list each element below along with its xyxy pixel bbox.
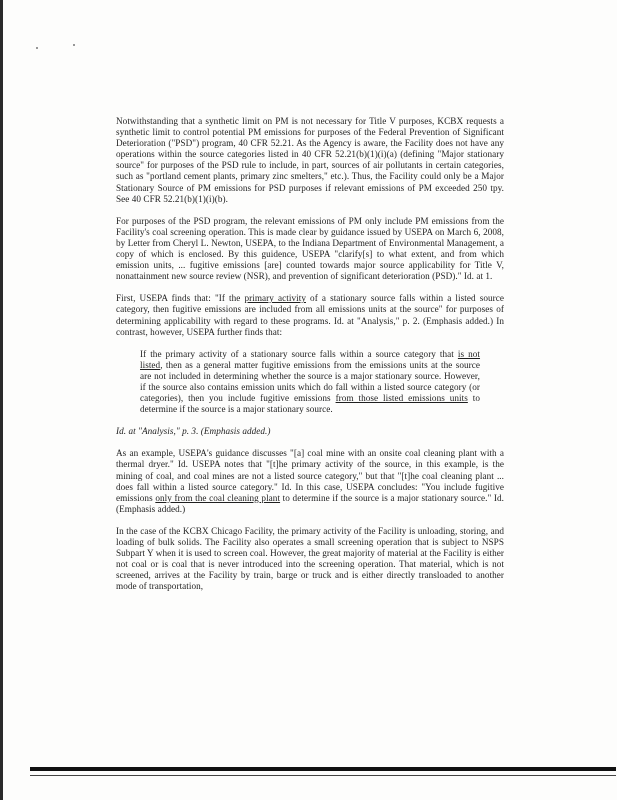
scan-left-edge [0,0,3,800]
paragraph-text: of a stationary source falls within a listed source category, then fugitive emissions are included from all emissions units at the source" for purposes of determining applicability with regard to these programs. Id. at "Analysis," p. 2. (Emphasis added.) In contrast, however, USEPA further finds that: [116,293,504,337]
paragraph-citation: Id. at "Analysis," p. 3. (Emphasis added.) [116,426,271,437]
underlined-phrase: from those listed emissions units [335,393,468,404]
paragraph-synthetic-limit: Notwithstanding that a synthetic limit on PM is not necessary for Title V purposes, KCBX requests a synthetic limit to control potential PM emissions for purposes of the Federal Prevention of Significant Deterioration ("PSD") program, 40 CFR 52.21. As the Agency is aware, the Facility does not have any operations within the source categories listed in 40 CFR 52.21(b)(1)(i)(a) (defining "Major stationary source" for purposes of the PSD rule to include, in part, sources of air pollutants in certain categories, such as "portland cement plants, primary zinc smelters," etc.). Thus, the Facility could only be a Major Stationary Source of PM emissions for PSD purposes if relevant emissions of PM exceeded 250 tpy. See 40 CFR 52.21(b)(1)(i)(b). [116,116,504,204]
scan-speck [36,47,38,49]
block-quote [140,349,480,416]
quote-text: If the primary activity of a stationary source falls within a source category that [140,348,458,359]
paragraph-text: to determine if the source is a major stationary source." Id. (Emphasis added.) [116,492,505,514]
paragraph-text: As an example, USEPA's guidance discusses "[a] coal mine with an onsite coal cleaning plant with a thermal dryer." Id. USEPA notes that "[t]he primary activity of the source, in this example, is the mining of coal, and coal mines are not a listed source category," but that "[t]he coal cleaning plant ... does fall within a listed source category." Id. In this case, USEPA concludes: "You include fugitive emissions [116,448,504,503]
footer-rule-thick [30,767,616,771]
paragraph-kcbx-facility: In the case of the KCBX Chicago Facility, the primary activity of the Facility is unloading, storing, and loading of bulk solids. The Facility also operates a small screening operation that is subject to NSPS Subpart Y when it is used to screen coal. However, the great majority of material at the Facility is either not coal or is coal that is never introduced into the screening operation. That material, which is not screened, arrives at the Facility by train, barge or truck and is either directly transloaded to another mode of transportation, [116,525,504,592]
paragraph-usepa-findings [116,293,504,337]
underlined-phrase: only from the coal cleaning plant [155,492,281,503]
scan-speck [73,44,75,46]
paragraph-psd-program: For purposes of the PSD program, the relevant emissions of PM only include PM emissions from the Facility's coal screening operation. This is made clear by guidance issued by USEPA on March 6, 2008, by Letter from Cheryl L. Newton, USEPA, to the Indiana Department of Environmental Management, a copy of which is enclosed. By this guidence, USEPA "clarify[s] to what extent, and from which emission units, ... fugitive emissions [are] counted towards major source applicability for Title V, nonattainment new source review (NSR), and prevention of significant deterioration (PSD)." Id. at 1. [116,215,504,282]
quote-text: , then as a general matter fugitive emissions from the emissions units at the source are not included in determining whether the source is a major stationary source. However, if the source also contains emission units which do fall within a listed source category (or categories), then you include fugitive emissions [140,359,480,404]
underlined-phrase: is not listed [140,348,481,370]
document-body [116,116,504,603]
underlined-phrase: primary activity [244,293,306,304]
paragraph-text: First, USEPA finds that: "If the [116,293,245,304]
quote-text: to determine if the source is a major stationary source. [140,393,480,415]
paragraph-coal-mine-example [116,448,504,515]
footer-rule-thin [30,775,616,776]
